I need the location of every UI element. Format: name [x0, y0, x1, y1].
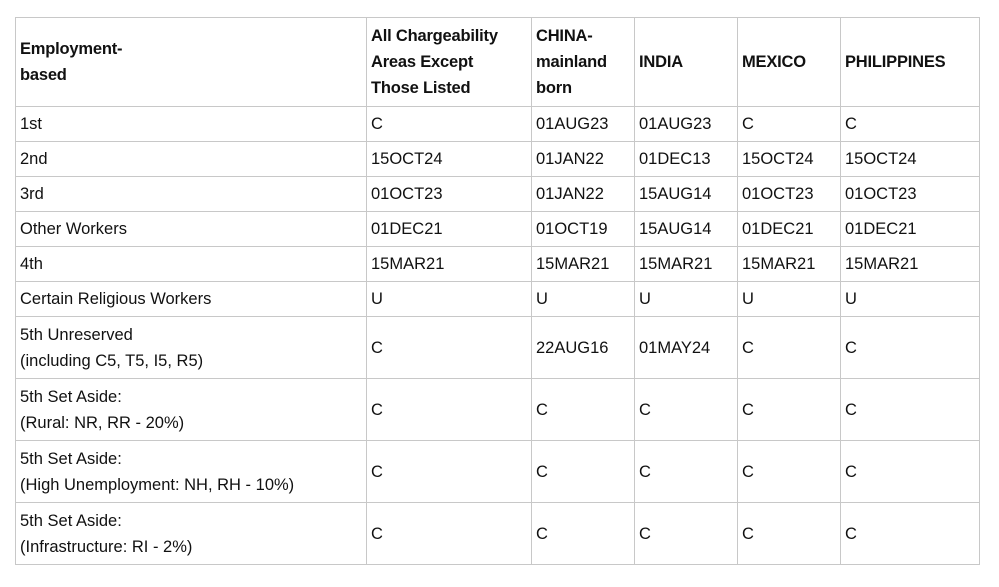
cell-mexico: C	[738, 317, 841, 379]
cell-china: 15MAR21	[532, 247, 635, 282]
cell-india: C	[635, 503, 738, 565]
table-row	[16, 212, 980, 247]
cell-all-chargeability: 15MAR21	[367, 247, 532, 282]
cell-all-chargeability: U	[367, 282, 532, 317]
cell-mexico: C	[738, 379, 841, 441]
cell-mexico: 01OCT23	[738, 177, 841, 212]
cell-philippines: C	[841, 503, 980, 565]
employment-based-dates-table	[15, 17, 980, 565]
cell-all-chargeability: 01OCT23	[367, 177, 532, 212]
cell-china: C	[532, 379, 635, 441]
cell-all-chargeability: C	[367, 503, 532, 565]
header-mexico: MEXICO	[738, 18, 841, 107]
cell-philippines: 15MAR21	[841, 247, 980, 282]
cell-china: 22AUG16	[532, 317, 635, 379]
table-row	[16, 503, 980, 565]
row-category: 4th	[16, 247, 367, 282]
row-category: 5th Set Aside: (Infrastructure: RI - 2%)	[16, 503, 367, 565]
cell-all-chargeability: 01DEC21	[367, 212, 532, 247]
cell-mexico: C	[738, 441, 841, 503]
cell-india: C	[635, 379, 738, 441]
row-category: 3rd	[16, 177, 367, 212]
row-category: 2nd	[16, 142, 367, 177]
cell-china: 01OCT19	[532, 212, 635, 247]
row-category: Certain Religious Workers	[16, 282, 367, 317]
cell-mexico: 15OCT24	[738, 142, 841, 177]
cell-all-chargeability: C	[367, 107, 532, 142]
cell-india: U	[635, 282, 738, 317]
visa-bulletin-table-container	[15, 17, 980, 565]
cell-china: C	[532, 503, 635, 565]
cell-philippines: 01DEC21	[841, 212, 980, 247]
cell-india: 01DEC13	[635, 142, 738, 177]
row-category: 5th Set Aside: (High Unemployment: NH, RH - 10%)	[16, 441, 367, 503]
table-row	[16, 247, 980, 282]
cell-philippines: C	[841, 379, 980, 441]
cell-india: 15AUG14	[635, 212, 738, 247]
header-philippines: PHILIPPINES	[841, 18, 980, 107]
row-category: Other Workers	[16, 212, 367, 247]
cell-india: 15AUG14	[635, 177, 738, 212]
table-row	[16, 177, 980, 212]
table-row	[16, 282, 980, 317]
row-category: 5th Set Aside: (Rural: NR, RR - 20%)	[16, 379, 367, 441]
cell-china: U	[532, 282, 635, 317]
cell-mexico: U	[738, 282, 841, 317]
header-india: INDIA	[635, 18, 738, 107]
cell-mexico: 01DEC21	[738, 212, 841, 247]
cell-india: 15MAR21	[635, 247, 738, 282]
table-row	[16, 441, 980, 503]
header-china: CHINA- mainland born	[532, 18, 635, 107]
cell-india: 01AUG23	[635, 107, 738, 142]
table-row	[16, 142, 980, 177]
cell-china: 01JAN22	[532, 177, 635, 212]
cell-philippines: 15OCT24	[841, 142, 980, 177]
cell-philippines: C	[841, 317, 980, 379]
cell-mexico: 15MAR21	[738, 247, 841, 282]
table-row	[16, 107, 980, 142]
cell-philippines: C	[841, 107, 980, 142]
cell-india: 01MAY24	[635, 317, 738, 379]
cell-china: 01AUG23	[532, 107, 635, 142]
cell-all-chargeability: C	[367, 441, 532, 503]
cell-china: 01JAN22	[532, 142, 635, 177]
cell-all-chargeability: C	[367, 379, 532, 441]
cell-all-chargeability: 15OCT24	[367, 142, 532, 177]
header-employment-based: Employment- based	[16, 18, 367, 107]
cell-philippines: C	[841, 441, 980, 503]
table-row	[16, 379, 980, 441]
cell-philippines: 01OCT23	[841, 177, 980, 212]
header-all-chargeability: All Chargeability Areas Except Those Listed	[367, 18, 532, 107]
row-category: 1st	[16, 107, 367, 142]
cell-philippines: U	[841, 282, 980, 317]
row-category: 5th Unreserved (including C5, T5, I5, R5)	[16, 317, 367, 379]
cell-mexico: C	[738, 503, 841, 565]
cell-india: C	[635, 441, 738, 503]
table-row	[16, 317, 980, 379]
table-header-row	[16, 18, 980, 107]
cell-mexico: C	[738, 107, 841, 142]
cell-china: C	[532, 441, 635, 503]
cell-all-chargeability: C	[367, 317, 532, 379]
